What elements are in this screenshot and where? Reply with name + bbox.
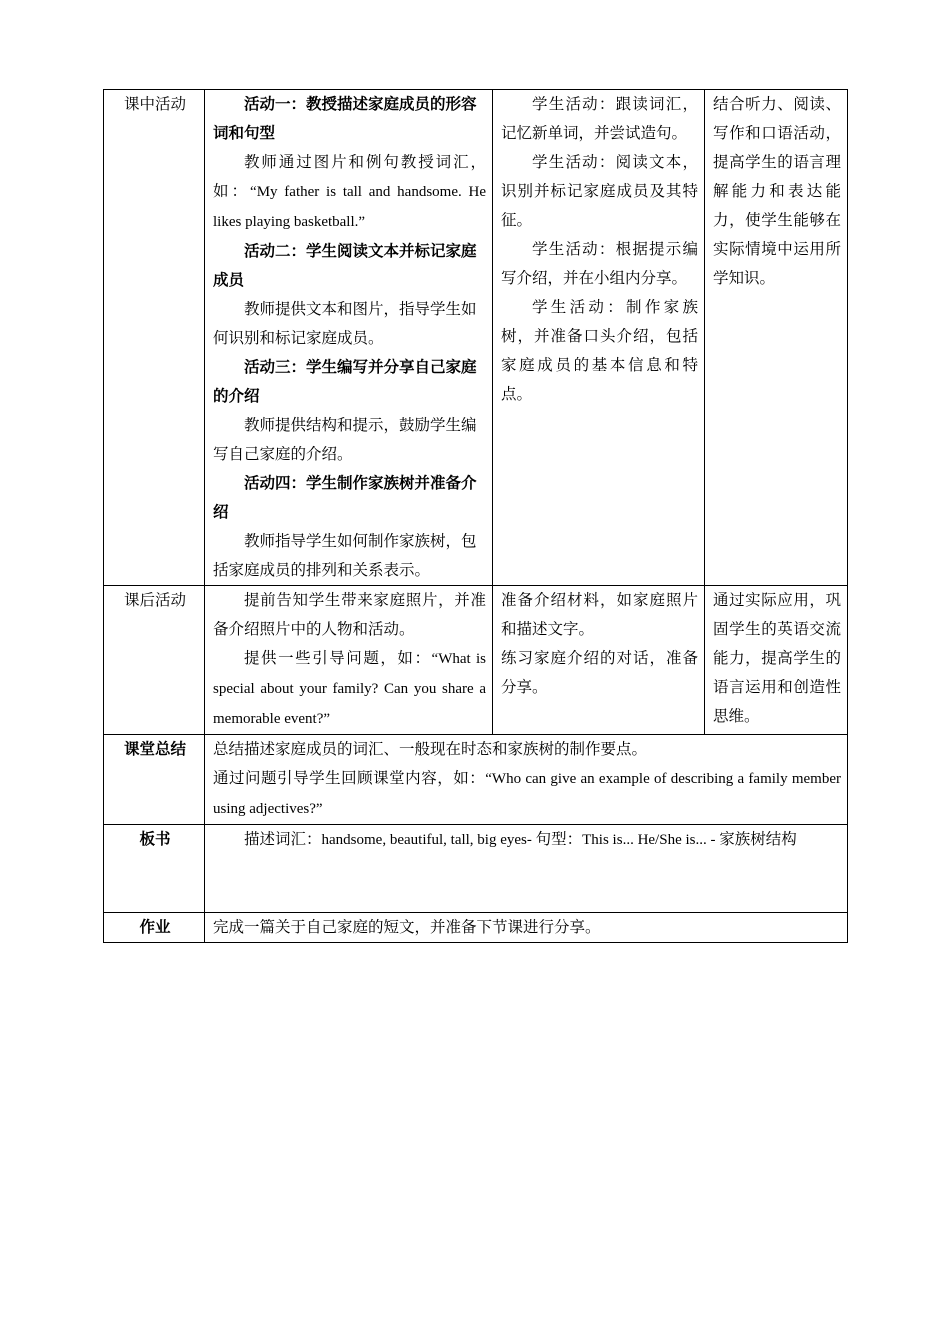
student-activity-2: 学生活动：阅读文本，识别并标记家庭成员及其特征。 <box>501 153 698 229</box>
summary-line-2-en: “Who can give an example of describing a family member using adjectives?” <box>213 771 841 817</box>
after-class-student-cell <box>493 586 705 735</box>
activity-3-title: 活动三：学生编写并分享自己家庭的介绍 <box>213 358 477 405</box>
in-class-purpose: 结合听力、阅读、写作和口语活动，提高学生的语言理解能力和表达能力，使学生能够在实际情境中运用所学知识。 <box>713 95 841 287</box>
after-class-teacher-cell <box>205 586 493 735</box>
row-label-after-class: 课后活动 <box>104 586 205 735</box>
in-class-student-cell <box>493 90 705 586</box>
row-after-class <box>104 586 848 735</box>
row-label-in-class: 课中活动 <box>104 90 205 586</box>
in-class-purpose-cell <box>705 90 848 586</box>
board-cn-2: 句型： <box>535 830 583 848</box>
row-board <box>104 825 848 913</box>
row-in-class <box>104 90 848 586</box>
after-class-teacher-1: 提前告知学生带来家庭照片，并准备介绍照片中的人物和活动。 <box>213 591 486 638</box>
after-class-purpose: 通过实际应用，巩固学生的英语交流能力，提高学生的语言运用和创造性思维。 <box>713 591 841 725</box>
student-activity-1: 学生活动：跟读词汇，记忆新单词，并尝试造句。 <box>501 95 698 142</box>
lesson-plan-table <box>103 89 848 943</box>
after-class-teacher-2-cn: 提供一些引导问题，如： <box>244 649 432 667</box>
board-en-2: This is... He/She is... - <box>582 832 720 848</box>
activity-1-text <box>213 148 486 237</box>
board-en-1: handsome, beautiful, tall, big eyes- <box>321 832 536 848</box>
after-class-teacher-2 <box>213 644 486 734</box>
summary-line-2-cn: 通过问题引导学生回顾课堂内容，如： <box>213 769 486 787</box>
board-cell <box>205 825 848 913</box>
board-content <box>213 825 841 855</box>
activity-4-title: 活动四：学生制作家族树并准备介绍 <box>213 474 477 521</box>
activity-4-text: 教师指导学生如何制作家族树，包括家庭成员的排列和关系表示。 <box>213 532 477 579</box>
activity-2-text: 教师提供文本和图片，指导学生如何识别和标记家庭成员。 <box>213 300 477 347</box>
student-activity-3: 学生活动：根据提示编写介绍，并在小组内分享。 <box>501 240 698 287</box>
board-cn-1: 描述词汇： <box>244 830 322 848</box>
board-cn-3: 家族树结构 <box>719 830 797 848</box>
student-activity-4: 学生活动：制作家族树，并准备口头介绍，包括家庭成员的基本信息和特点。 <box>501 298 698 403</box>
activity-1-text-cn: 教师通过图片和例句教授词汇，如： <box>213 153 486 200</box>
homework-text: 完成一篇关于自己家庭的短文，并准备下节课进行分享。 <box>213 918 601 936</box>
activity-1-text-en: “My father is tall and handsome. He likes playing basketball.” <box>213 184 486 230</box>
summary-cell <box>205 735 848 825</box>
after-class-teacher-2-en: “What is special about your family? Can you share a memorable event?” <box>213 651 486 727</box>
activity-2-title: 活动二：学生阅读文本并标记家庭成员 <box>213 242 477 289</box>
row-label-homework: 作业 <box>104 913 205 943</box>
row-label-summary: 课堂总结 <box>104 735 205 825</box>
in-class-teacher-cell <box>205 90 493 586</box>
activity-1-title: 活动一：教授描述家庭成员的形容词和句型 <box>213 95 477 142</box>
after-class-purpose-cell <box>705 586 848 735</box>
after-class-student-1: 准备介绍材料，如家庭照片和描述文字。 <box>501 591 698 638</box>
summary-line-1: 总结描述家庭成员的词汇、一般现在时态和家族树的制作要点。 <box>213 740 648 758</box>
homework-cell <box>205 913 848 943</box>
after-class-student-2: 练习家庭介绍的对话，准备分享。 <box>501 649 698 696</box>
summary-line-2 <box>213 764 841 824</box>
activity-3-text: 教师提供结构和提示，鼓励学生编写自己家庭的介绍。 <box>213 416 477 463</box>
row-summary <box>104 735 848 825</box>
row-label-board: 板书 <box>104 825 205 913</box>
row-homework <box>104 913 848 943</box>
